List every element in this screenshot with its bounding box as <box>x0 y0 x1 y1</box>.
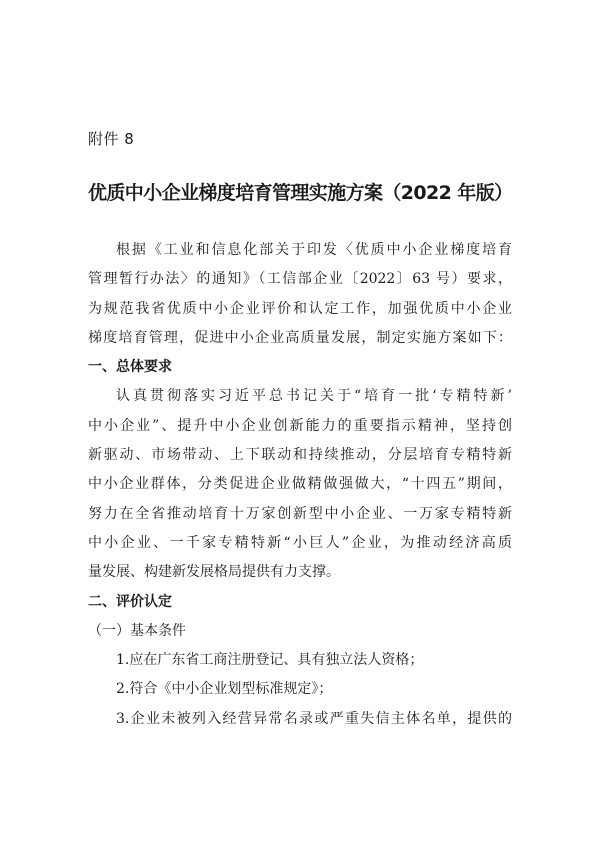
intro-line: 梯度培育管理，促进中小企业高质量发展，制定实施方案如下： <box>88 329 512 346</box>
paragraph-line: 认真贯彻落实习近平总书记关于“培育一批‘专精特新’ <box>116 388 512 405</box>
paragraph-line: 中小企业”、提升中小企业创新能力的重要指示精神，坚持创 <box>88 417 512 434</box>
condition-item: 1.应在广东省工商注册登记、具有独立法人资格； <box>116 652 424 669</box>
section-heading-evaluation: 二、评价认定 <box>88 593 172 610</box>
condition-item: 2.符合《中小企业划型标准规定》； <box>116 681 333 698</box>
attachment-label: 附件 8 <box>88 130 135 148</box>
intro-line: 管理暂行办法〉的通知》（工信部企业〔2022〕63 号）要求， <box>88 271 512 288</box>
document-title: 优质中小企业梯度培育管理实施方案（2022 年版） <box>88 182 513 204</box>
intro-line: 根据《工业和信息化部关于印发〈优质中小企业梯度培育 <box>116 242 512 258</box>
paragraph-line: 中小企业群体，分类促进企业做精做强做大，“十四五”期间， <box>88 476 512 493</box>
paragraph-line: 量发展、构建新发展格局提供有力支撑。 <box>88 564 340 581</box>
condition-item: 3.企业未被列入经营异常名录或严重失信主体名单，提供的 <box>116 710 512 727</box>
section-heading-general-requirements: 一、总体要求 <box>88 359 172 376</box>
paragraph-line: 新驱动、市场带动、上下联动和持续推动，分层培育专精特新 <box>88 447 512 464</box>
intro-line: 为规范我省优质中小企业评价和认定工作，加强优质中小企业 <box>88 300 512 317</box>
subsection-heading-basic-conditions: （一）基本条件 <box>88 622 186 639</box>
paragraph-line: 努力在全省推动培育十万家创新型中小企业、一万家专精特新 <box>88 505 512 522</box>
paragraph-line: 中小企业、一千家专精特新“小巨人”企业，为推动经济高质 <box>88 534 512 551</box>
document-body <box>88 236 512 734</box>
